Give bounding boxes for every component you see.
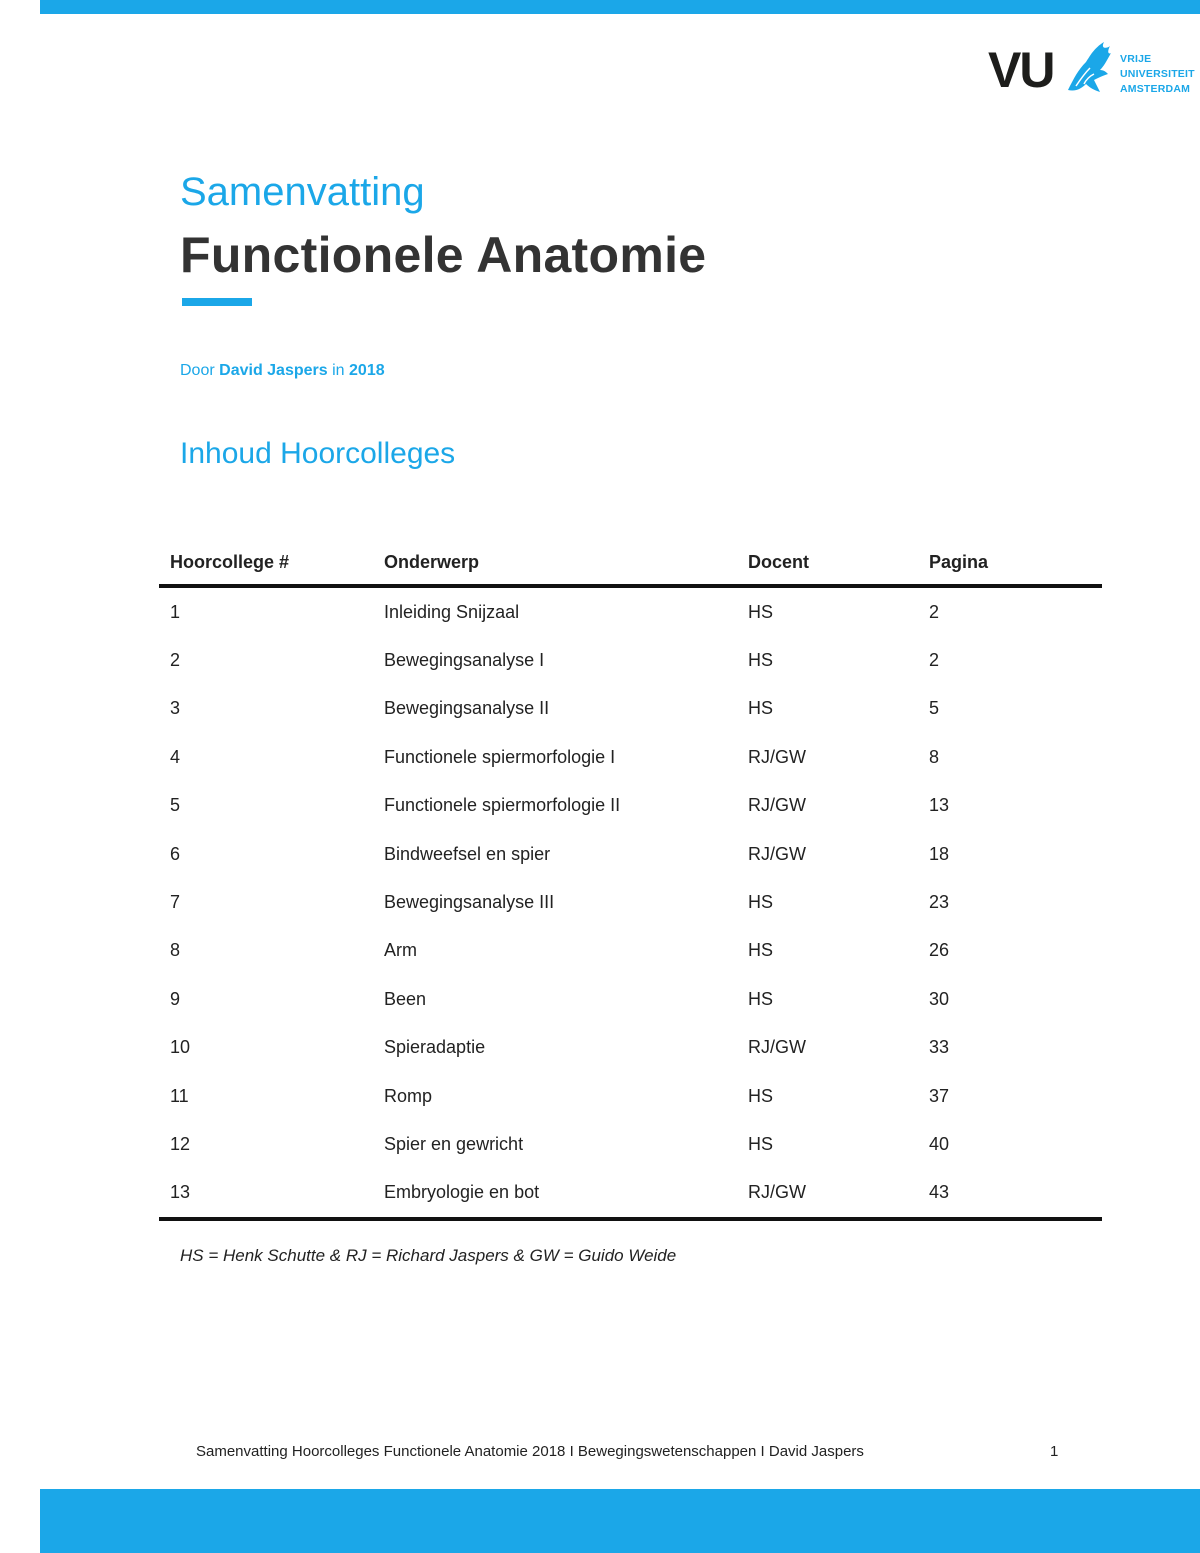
byline-prefix: Door xyxy=(180,362,215,379)
cell-subject: Arm xyxy=(384,940,417,961)
cell-lecturer: RJ/GW xyxy=(748,1037,806,1058)
cell-subject: Inleiding Snijzaal xyxy=(384,601,520,622)
table-row xyxy=(159,1169,1102,1219)
cell-lecturer: HS xyxy=(748,1133,774,1154)
cell-number: 6 xyxy=(170,843,181,864)
cell-number: 10 xyxy=(170,1037,191,1058)
cell-number: 4 xyxy=(170,746,181,767)
cell-subject: Functionele spiermorfologie II xyxy=(384,795,621,816)
cell-subject: Spier en gewricht xyxy=(384,1133,524,1154)
document-title: Functionele Anatomie xyxy=(180,227,707,283)
cell-lecturer: HS xyxy=(748,650,774,671)
cell-page: 30 xyxy=(929,988,950,1009)
cell-number: 11 xyxy=(170,1085,189,1106)
cell-page: 37 xyxy=(929,1085,950,1106)
table-header-row xyxy=(159,540,1102,586)
cell-subject: Spieradaptie xyxy=(384,1037,486,1058)
bottom-accent-bar xyxy=(40,1489,1200,1553)
logo-line-3: AMSTERDAM xyxy=(1120,83,1191,95)
cell-subject: Embryologie en bot xyxy=(384,1169,748,1219)
table-row xyxy=(159,830,1102,878)
cell-lecturer: RJ/GW xyxy=(748,746,806,767)
header-lecturer: Docent xyxy=(748,540,929,586)
cell-lecturer: HS xyxy=(748,601,774,622)
cell-subject: Functionele spiermorfologie I xyxy=(384,746,616,767)
cell-number: 5 xyxy=(170,795,181,816)
cell-page: 2 xyxy=(929,650,940,671)
cell-page: 40 xyxy=(929,1133,950,1154)
table-row xyxy=(159,586,1102,636)
table-row xyxy=(159,636,1102,684)
table-row xyxy=(159,975,1102,1023)
document-subtitle: Samenvatting xyxy=(180,170,425,214)
table-row xyxy=(159,878,1102,926)
cell-lecturer: HS xyxy=(748,940,774,961)
cell-lecturer: HS xyxy=(748,988,774,1009)
cell-subject: Bindweefsel en spier xyxy=(384,843,551,864)
cell-number: 7 xyxy=(170,892,181,913)
cell-page: 18 xyxy=(929,843,950,864)
cell-lecturer: RJ/GW xyxy=(748,843,806,864)
cell-lecturer: HS xyxy=(748,698,774,719)
cell-number: 13 xyxy=(159,1169,384,1219)
table-row xyxy=(159,733,1102,781)
cell-page: 23 xyxy=(929,892,950,913)
cell-number: 12 xyxy=(170,1133,191,1154)
cell-lecturer: HS xyxy=(748,892,774,913)
cell-number: 8 xyxy=(170,940,181,961)
logo-line-1: VRIJE xyxy=(1120,53,1152,65)
byline xyxy=(180,360,385,382)
griffin-icon xyxy=(1064,40,1112,96)
cell-number: 9 xyxy=(170,988,181,1009)
table-row xyxy=(159,927,1102,975)
cell-page: 33 xyxy=(929,1037,950,1058)
page-footer: Samenvatting Hoorcolleges Functionele Anatomie 2018 I Bewegingswetenschappen I David Jaspers xyxy=(196,1443,864,1460)
title-underline xyxy=(182,298,252,306)
cell-page: 2 xyxy=(929,601,940,622)
header-subject: Onderwerp xyxy=(384,540,748,586)
table-row xyxy=(159,782,1102,830)
cell-page: 26 xyxy=(929,940,950,961)
cell-lecturer: RJ/GW xyxy=(748,795,806,816)
cell-subject: Romp xyxy=(384,1085,433,1106)
cell-page: 13 xyxy=(929,795,950,816)
cell-subject: Bewegingsanalyse III xyxy=(384,892,555,913)
logo-mark: VU xyxy=(988,42,1054,98)
lecturer-legend: HS = Henk Schutte & RJ = Richard Jaspers & GW = Guido Weide xyxy=(180,1246,677,1265)
cell-number: 2 xyxy=(170,650,181,671)
lecture-table xyxy=(159,540,1102,1221)
cell-subject: Bewegingsanalyse I xyxy=(384,650,545,671)
cell-subject: Been xyxy=(384,988,427,1009)
header-page: Pagina xyxy=(929,540,1102,586)
cell-lecturer: HS xyxy=(748,1085,774,1106)
section-title: Inhoud Hoorcolleges xyxy=(180,437,456,470)
table-row xyxy=(159,685,1102,733)
vu-logo xyxy=(988,40,1200,100)
byline-middle: in xyxy=(332,362,345,379)
cell-page: 43 xyxy=(929,1169,1102,1219)
byline-author: David Jaspers xyxy=(219,362,328,379)
logo-line-2: UNIVERSITEIT xyxy=(1120,68,1195,80)
header-lecture-number: Hoorcollege # xyxy=(159,540,384,586)
top-accent-bar xyxy=(40,0,1200,14)
cell-page: 8 xyxy=(929,746,940,767)
byline-year: 2018 xyxy=(349,362,385,379)
cell-number: 1 xyxy=(170,601,181,622)
table-row xyxy=(159,1072,1102,1120)
table-row xyxy=(159,1024,1102,1072)
cell-page: 5 xyxy=(929,698,940,719)
cell-subject: Bewegingsanalyse II xyxy=(384,698,550,719)
page-number: 1 xyxy=(1050,1443,1059,1460)
table-row xyxy=(159,1120,1102,1168)
cell-number: 3 xyxy=(170,698,181,719)
cell-lecturer: RJ/GW xyxy=(748,1169,929,1219)
